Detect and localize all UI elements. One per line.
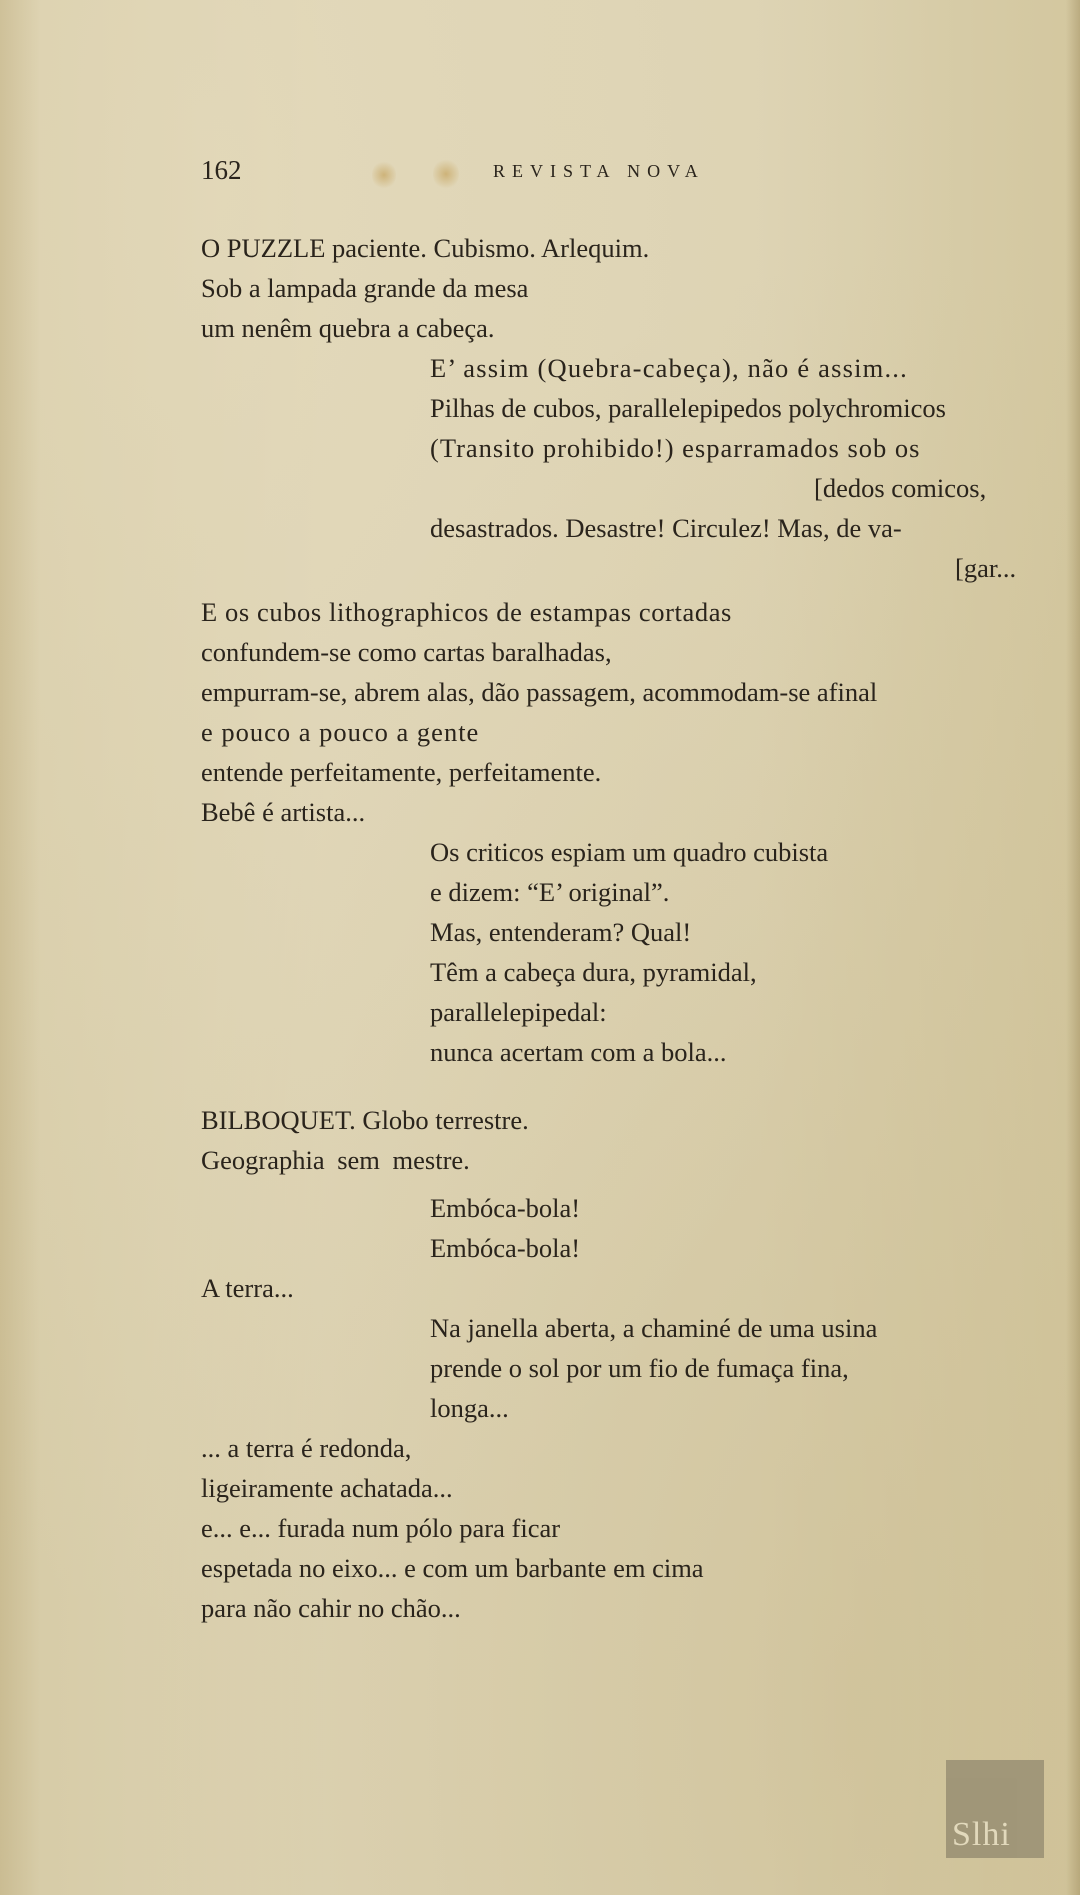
poem-line: [dedos comicos, bbox=[814, 473, 987, 503]
poem-line: e... e... furada num pólo para ficar bbox=[201, 1513, 561, 1543]
poem-line: (Transito prohibido!) esparramados sob os bbox=[430, 433, 921, 463]
poem-line: Os criticos espiam um quadro cubista bbox=[430, 837, 829, 867]
poem-line: O PUZZLE paciente. Cubismo. Arlequim. bbox=[201, 233, 650, 263]
page-header bbox=[201, 155, 761, 185]
poem-line: empurram-se, abrem alas, dão passagem, acommodam-se afinal bbox=[201, 677, 878, 707]
poem-line: BILBOQUET. Globo terrestre. bbox=[201, 1105, 529, 1135]
poem-line: Embóca-bola! bbox=[430, 1233, 581, 1263]
poem-line: Embóca-bola! bbox=[430, 1193, 581, 1223]
poem-line: Bebê é artista... bbox=[201, 797, 366, 827]
poem-line: A terra... bbox=[201, 1273, 294, 1303]
poem-line: Pilhas de cubos, parallelepipedos polychromicos bbox=[430, 393, 946, 423]
poem-line: e dizem: “E’ original”. bbox=[430, 877, 670, 907]
poem-line: nunca acertam com a bola... bbox=[430, 1037, 727, 1067]
poem-line: longa... bbox=[430, 1393, 509, 1423]
page-edge-left bbox=[0, 0, 40, 1895]
library-watermark-logo bbox=[946, 1760, 1044, 1858]
poem-line: Têm a cabeça dura, pyramidal, bbox=[430, 957, 757, 987]
watermark-text: Slhi bbox=[952, 1816, 1011, 1853]
page-edge-right bbox=[1066, 0, 1080, 1895]
poem-line: entende perfeitamente, perfeitamente. bbox=[201, 757, 602, 787]
poem-line: Na janella aberta, a chaminé de uma usina bbox=[430, 1313, 878, 1343]
poem-line: E os cubos lithographicos de estampas cortadas bbox=[201, 597, 732, 627]
poem-line: E’ assim (Quebra-cabeça), não é assim... bbox=[430, 353, 908, 383]
poem-line: para não cahir no chão... bbox=[201, 1593, 461, 1623]
poem-line: confundem-se como cartas baralhadas, bbox=[201, 637, 612, 667]
running-title: REVISTA NOVA bbox=[493, 161, 705, 181]
page-number: 162 bbox=[201, 155, 242, 185]
poem-line: espetada no eixo... e com um barbante em cima bbox=[201, 1553, 704, 1583]
poem-line: desastrados. Desastre! Circulez! Mas, de va- bbox=[430, 513, 902, 543]
poem-line: Sob a lampada grande da mesa bbox=[201, 273, 529, 303]
poem-line: ligeiramente achatada... bbox=[201, 1473, 453, 1503]
poem-line: parallelepipedal: bbox=[430, 997, 607, 1027]
poem-line: e pouco a pouco a gente bbox=[201, 717, 480, 747]
poem-line: [gar... bbox=[955, 553, 1017, 583]
poem-line: Geographia sem mestre. bbox=[201, 1145, 470, 1175]
poem-line: ... a terra é redonda, bbox=[201, 1433, 412, 1463]
poem-line: Mas, entenderam? Qual! bbox=[430, 917, 692, 947]
poem-line: um nenêm quebra a cabeça. bbox=[201, 313, 495, 343]
poem-line: prende o sol por um fio de fumaça fina, bbox=[430, 1353, 849, 1383]
